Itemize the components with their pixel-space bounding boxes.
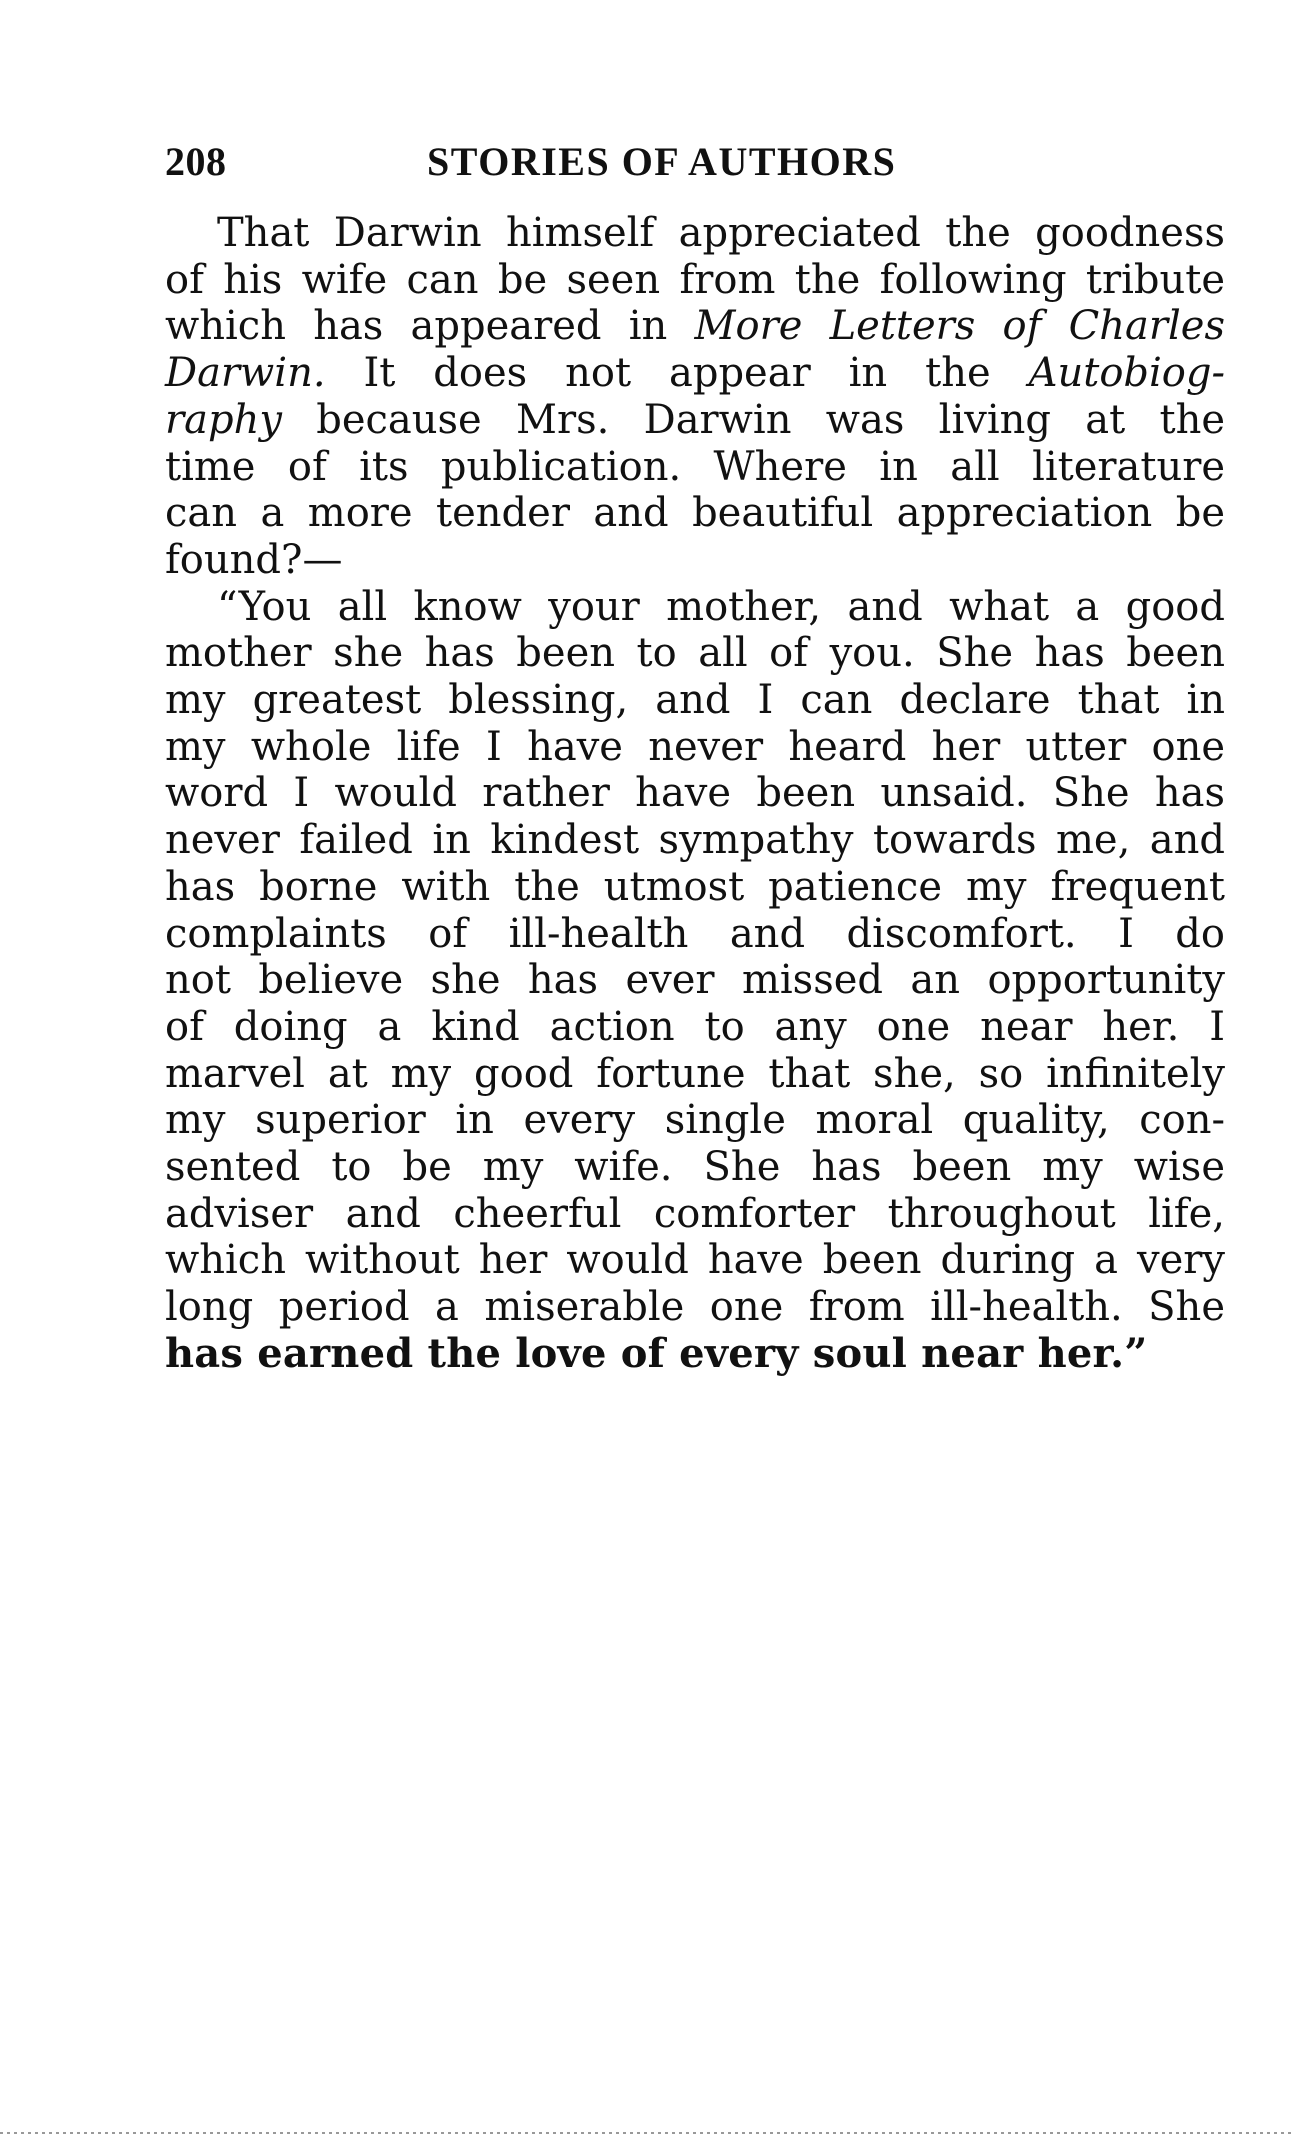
page-number: 208 — [165, 139, 227, 184]
body-text — [165, 210, 1225, 1378]
paragraph-quotation — [165, 584, 1225, 1378]
paragraph-intro — [165, 210, 1225, 584]
text-line: can a more tender and beautiful appreciation be — [165, 490, 1225, 537]
text-line: sented to be my wife. She has been my wise — [165, 1144, 1225, 1191]
text-line: which without her would have been during a very — [165, 1237, 1225, 1284]
text-line: That Darwin himself appreciated the goodness — [217, 210, 1225, 256]
text-line: “You all know your mother, and what a good — [217, 583, 1225, 630]
text-line: time of its publication. Where in all literature — [165, 443, 1225, 490]
text-line: my superior in every single moral quality, con- — [165, 1097, 1225, 1144]
text-line: has earned the love of every soul near her.” — [165, 1329, 1148, 1377]
text-line: not believe she has ever missed an opportunity — [165, 957, 1225, 1004]
text-line: of doing a kind action to any one near her. I — [165, 1003, 1225, 1050]
text-line: complaints of ill-health and discomfort. I do — [165, 910, 1225, 957]
running-head — [165, 138, 1225, 194]
text-line: word I would rather have been unsaid. She has — [165, 770, 1225, 817]
page-bottom-edge — [0, 2132, 1291, 2134]
text-line: my whole life I have never heard her utter one — [165, 723, 1225, 770]
text-line: which has appeared in More Letters of Charles — [165, 303, 1225, 350]
text-line: long period a miserable one from ill-health. She — [165, 1284, 1225, 1331]
text-line: has borne with the utmost patience my frequent — [165, 863, 1225, 910]
text-line: raphy because Mrs. Darwin was living at the — [165, 396, 1225, 443]
text-line: mother she has been to all of you. She has been — [165, 630, 1225, 677]
text-line: my greatest blessing, and I can declare that in — [165, 677, 1225, 724]
text-line: of his wife can be seen from the following tribute — [165, 256, 1225, 303]
text-line: found?— — [165, 536, 343, 583]
text-line: Darwin. It does not appear in the Autobiog- — [165, 350, 1225, 397]
text-line: marvel at my good fortune that she, so infinitely — [165, 1050, 1225, 1097]
running-title: STORIES OF AUTHORS — [427, 139, 897, 184]
text-line: never failed in kindest sympathy towards me, and — [165, 817, 1225, 864]
text-line: adviser and cheerful comforter throughout life, — [165, 1190, 1225, 1237]
